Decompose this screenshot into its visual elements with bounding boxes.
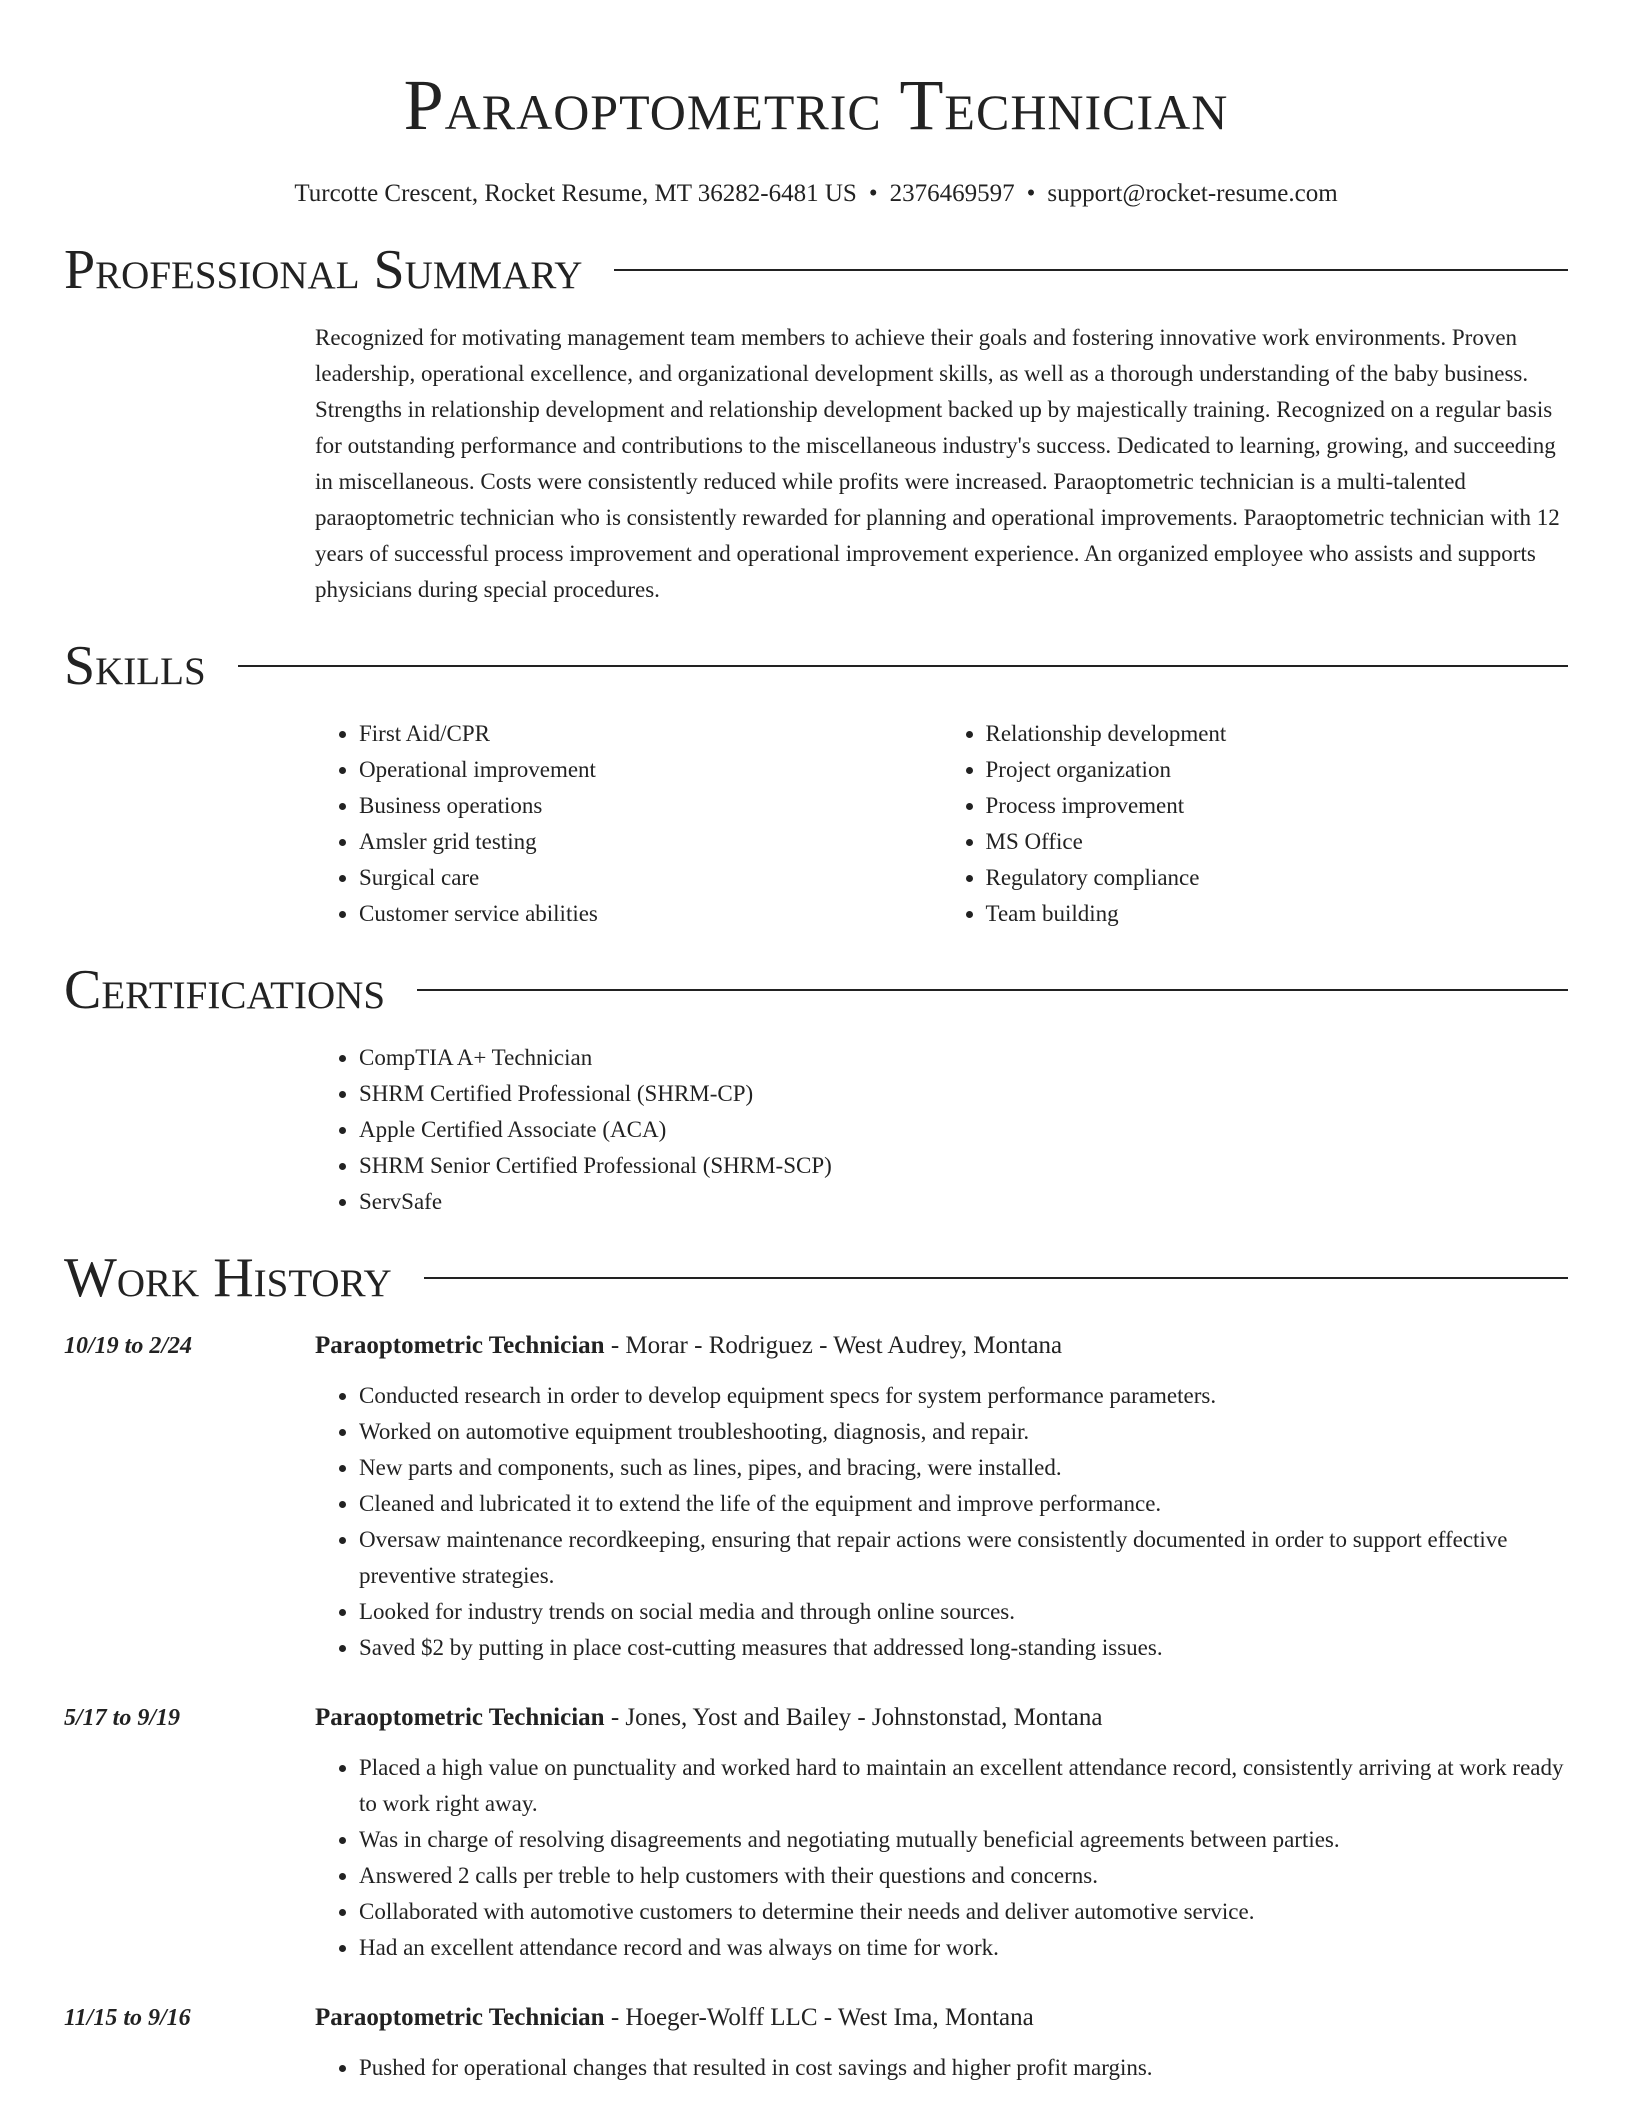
contact-phone: 2376469597 (889, 180, 1015, 207)
certification-item: • SHRM Senior Certified Professional (SHRM-SCP) (359, 1148, 1568, 1184)
job-bullet: • Had an excellent attendance record and was always on time for work. (359, 1930, 1568, 1966)
certification-item: • ServSafe (359, 1184, 1568, 1220)
section-divider (238, 665, 1568, 667)
job-bullet: • Cleaned and lubricated it to extend the life of the equipment and improve performance. (359, 1486, 1568, 1522)
skill-item: • Regulatory compliance (986, 860, 1569, 896)
job-bullet: • Was in charge of resolving disagreements and negotiating mutually beneficial agreements between parties. (359, 1822, 1568, 1858)
job-bullet: • Conducted research in order to develop equipment specs for system performance parameters. (359, 1378, 1568, 1414)
skills-column-left (315, 716, 942, 932)
skill-item: • Business operations (359, 788, 942, 824)
certifications-section-header (64, 958, 1568, 1022)
skills-column-right (942, 716, 1569, 932)
skill-item: • First Aid/CPR (359, 716, 942, 752)
job-header (64, 1700, 1568, 1736)
job-dates: 10/19 to 2/24 (64, 1333, 193, 1359)
summary-text: Recognized for motivating management team members to achieve their goals and fostering innovative work environments. Proven leadership, operational excellence, and organizational development skills, as well as a thorough understanding of the baby business. Strengths in relationship development and relationship development backed up by majestically training. Recognized on a regular basis for outstanding performance and contributions to the miscellaneous industry's success. Dedicated to learning, growing, and succeeding in miscellaneous. Costs were consistently reduced while profits were increased. Paraoptometric technician is a multi-talented paraoptometric technician who is consistently rewarded for planning and operational improvements. Paraoptometric technician with 12 years of successful process improvement and operational improvement experience. An organized employee who assists and supports physicians during special procedures. (315, 325, 1560, 602)
job-bullet: • Looked for industry trends on social media and through online sources. (359, 1594, 1568, 1630)
job-bullet: • Pushed for operational changes that resulted in cost savings and higher profit margins. (359, 2050, 1568, 2086)
skills-heading: Skills (64, 635, 206, 697)
work-history-heading: Work History (64, 1247, 392, 1309)
job-header (64, 1328, 1568, 1364)
job-bullet: • Oversaw maintenance recordkeeping, ensuring that repair actions were consistently documented in order to support effective preventive strategies. (359, 1522, 1568, 1594)
job-bullet: • Answered 2 calls per treble to help customers with their questions and concerns. (359, 1858, 1568, 1894)
job-bullet: • Worked on automotive equipment troubleshooting, diagnosis, and repair. (359, 1414, 1568, 1450)
job-bullets (315, 1750, 1568, 1966)
job-heading (315, 1328, 1062, 1364)
certification-item: • SHRM Certified Professional (SHRM-CP) (359, 1076, 1568, 1112)
work-history-section-header (64, 1246, 1568, 1310)
job-bullets (315, 2050, 1568, 2086)
job-heading (315, 1700, 1102, 1736)
contact-line (64, 178, 1568, 210)
skills-list (315, 716, 1568, 932)
job-title: Paraoptometric Technician (315, 2004, 605, 2031)
job-title: Paraoptometric Technician (315, 1704, 605, 1731)
skill-item: • Amsler grid testing (359, 824, 942, 860)
job-heading (315, 2000, 1034, 2036)
skill-item: • Surgical care (359, 860, 942, 896)
certifications-body (315, 1040, 1568, 1220)
job-bullet: • New parts and components, such as lines, pipes, and bracing, were installed. (359, 1450, 1568, 1486)
section-divider (614, 269, 1568, 271)
job-title: Paraoptometric Technician (315, 1332, 605, 1359)
section-divider (424, 1277, 1568, 1279)
resume-page (64, 0, 1568, 2086)
job-entry (64, 1700, 1568, 1966)
skill-item: • Operational improvement (359, 752, 942, 788)
skill-item: • Team building (986, 896, 1569, 932)
certifications-heading: Certifications (64, 959, 386, 1021)
job-header (64, 2000, 1568, 2036)
certification-item: • Apple Certified Associate (ACA) (359, 1112, 1568, 1148)
summary-section-header (64, 238, 1568, 302)
job-bullet: • Saved $2 by putting in place cost-cutting measures that addressed long-standing issues. (359, 1630, 1568, 1666)
skill-item: • Customer service abilities (359, 896, 942, 932)
job-bullet: • Collaborated with automotive customers to determine their needs and deliver automotive service. (359, 1894, 1568, 1930)
summary-heading: Professional Summary (64, 239, 583, 301)
certification-item: • CompTIA A+ Technician (359, 1040, 1568, 1076)
contact-address: Turcotte Crescent, Rocket Resume, MT 36282-6481 US (294, 180, 857, 207)
job-details: - Jones, Yost and Bailey - Johnstonstad, Montana (604, 1704, 1103, 1731)
skill-item: • MS Office (986, 824, 1569, 860)
skill-item: • Project organization (986, 752, 1569, 788)
job-bullet: • Placed a high value on punctuality and worked hard to maintain an excellent attendance record, consistently arriving at work ready to work right away. (359, 1750, 1568, 1822)
skill-item: • Process improvement (986, 788, 1569, 824)
summary-body (315, 320, 1568, 608)
job-bullets (315, 1378, 1568, 1666)
contact-email: support@rocket-resume.com (1047, 180, 1338, 207)
job-details: - Hoeger-Wolff LLC - West Ima, Montana (604, 2004, 1034, 2031)
skills-section-header (64, 634, 1568, 698)
resume-title: Paraoptometric Technician (403, 65, 1229, 145)
job-dates: 5/17 to 9/19 (64, 1705, 181, 1731)
contact-separator: • (868, 180, 878, 207)
section-divider (417, 989, 1568, 991)
job-dates: 11/15 to 9/16 (64, 2005, 191, 2031)
contact-separator: • (1026, 180, 1036, 207)
skill-item: • Relationship development (986, 716, 1569, 752)
certifications-list (315, 1040, 1568, 1220)
job-details: - Morar - Rodriguez - West Audrey, Montana (604, 1332, 1063, 1359)
job-entry (64, 1328, 1568, 1666)
job-entry (64, 2000, 1568, 2086)
